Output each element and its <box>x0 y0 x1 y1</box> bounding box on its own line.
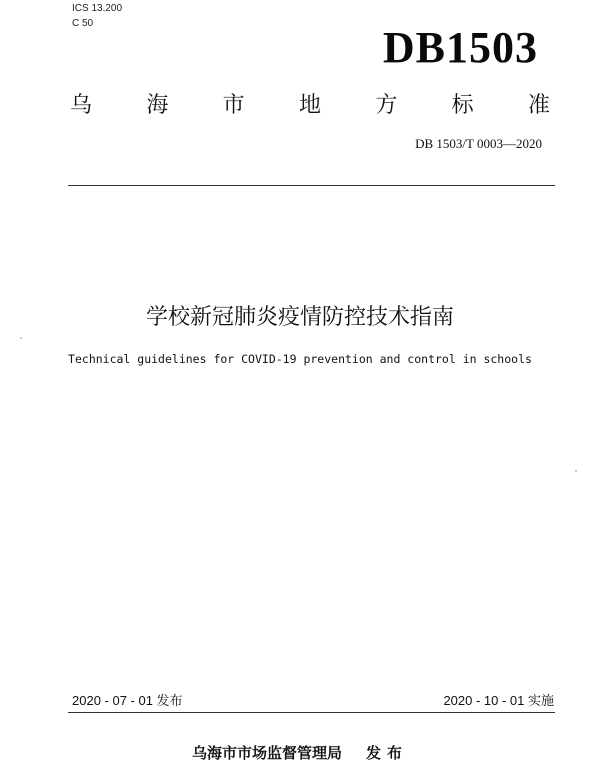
issue-date: 2020 - 07 - 01 发布 <box>72 693 183 708</box>
ics-code: ICS 13.200 <box>72 3 123 14</box>
implementation-date: 2020 - 10 - 01 实施 <box>443 693 554 708</box>
standard-number: DB 1503/T 0003—2020 <box>415 136 542 151</box>
title-english: Technical guidelines for COVID-19 prevention and control in schools <box>68 352 532 366</box>
standard-type-char: 地 <box>298 93 321 118</box>
ccs-code: C 50 <box>72 18 94 29</box>
scan-speck <box>575 470 577 472</box>
standard-type-char: 标 <box>451 93 474 118</box>
scan-speck <box>20 337 22 339</box>
publisher-name: 乌海市市场监督管理局 <box>191 744 342 762</box>
standard-type-char: 乌 <box>70 93 93 118</box>
standard-code: DB1503 <box>382 23 538 72</box>
bottom-divider <box>68 712 555 713</box>
publish-label: 发布 <box>366 744 409 762</box>
title-chinese: 学校新冠肺炎疫情防控技术指南 <box>145 305 454 330</box>
standard-type-char: 方 <box>375 93 398 118</box>
publisher-line <box>0 742 600 763</box>
top-divider <box>68 185 555 186</box>
standard-type-char: 市 <box>222 93 245 118</box>
standard-type <box>70 88 550 119</box>
standard-type-char: 海 <box>146 93 169 118</box>
standard-type-char: 准 <box>527 93 550 118</box>
